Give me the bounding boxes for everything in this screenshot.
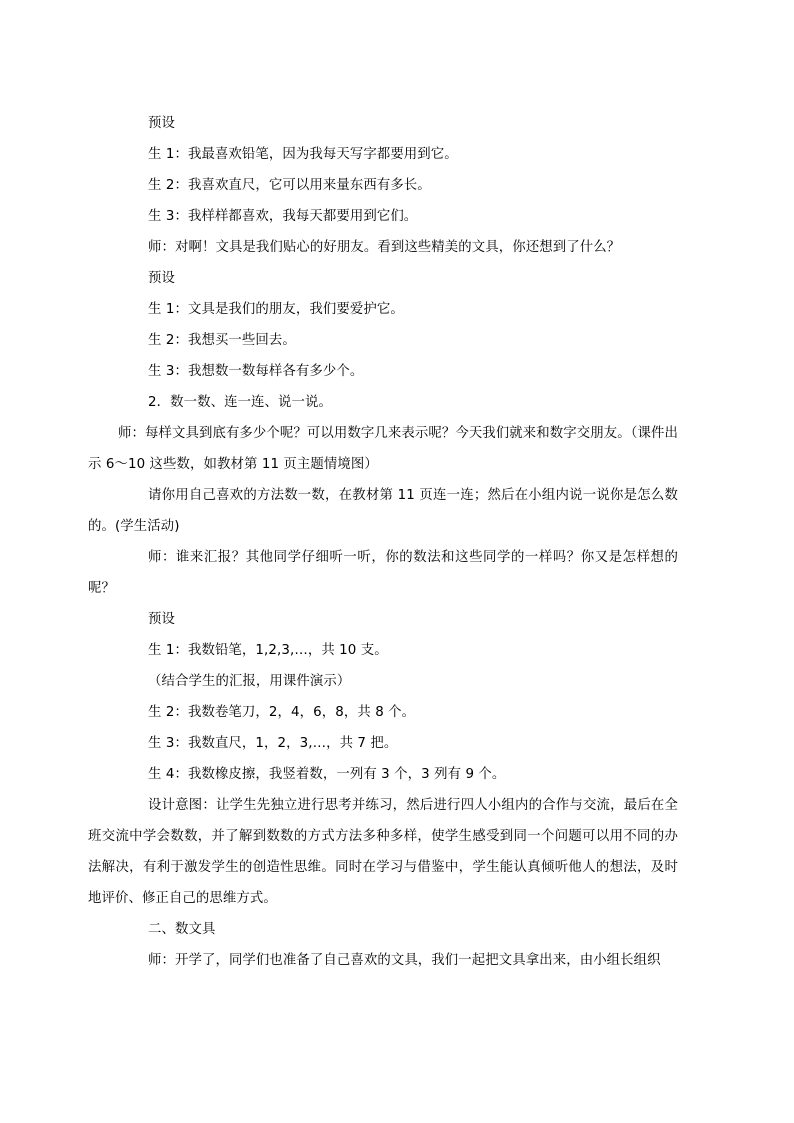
- courseware-note: （结合学生的汇报，用课件演示）: [148, 674, 351, 689]
- student-2-answer: 生 2：我数卷笔刀，2，4，6，8，共 8 个。: [148, 705, 416, 720]
- heading-preset: 预设: [148, 612, 175, 627]
- student-4-answer: 生 4：我数橡皮擦，我竖着数，一列有 3 个，3 列有 9 个。: [148, 767, 506, 782]
- student-1-answer: 生 1：我数铅笔，1,2,3,…，共 10 支。: [148, 643, 388, 658]
- student-2-answer: 生 2：我喜欢直尺，它可以用来量东西有多长。: [148, 178, 431, 193]
- heading-preset: 预设: [148, 116, 175, 131]
- teacher-line: 师：谁来汇报？其他同学仔细听一听，你的数法和这些同学的一样吗？你又是怎样想的呢？: [88, 550, 678, 596]
- student-1-answer: 生 1：我最喜欢铅笔，因为我每天写字都要用到它。: [148, 147, 458, 162]
- instruction-paragraph: 请你用自己喜欢的方法数一数，在教材第 11 页连一连；然后在小组内说一说你是怎么数的。(学生活动): [88, 488, 678, 534]
- teacher-line: 师：开学了，同学们也准备了自己喜欢的文具，我们一起把文具拿出来，由小组长组织: [148, 953, 661, 968]
- teacher-line: 师：每样文具到底有多少个呢？可以用数字几来表示呢？今天我们就来和数字交朋友。（课件出示 6～10 这些数，如教材第 11 页主题情境图）: [88, 426, 678, 472]
- student-3-answer: 生 3：我数直尺，1，2，3,…，共 7 把。: [148, 736, 398, 751]
- student-3-answer: 生 3：我样样都喜欢，我每天都要用到它们。: [148, 209, 418, 224]
- student-3-answer: 生 3：我想数一数每样各有多少个。: [148, 364, 364, 379]
- heading-preset: 预设: [148, 271, 175, 286]
- student-1-answer: 生 1：文具是我们的朋友，我们要爱护它。: [148, 302, 404, 317]
- section-step-2: 2．数一数、连一连、说一说。: [148, 395, 332, 410]
- teacher-line: 师：对啊！文具是我们贴心的好朋友。看到这些精美的文具，你还想到了什么？: [148, 240, 621, 255]
- section-heading: 二、数文具: [148, 922, 216, 937]
- document-body: [88, 108, 678, 976]
- student-2-answer: 生 2：我想买一些回去。: [148, 333, 296, 348]
- design-intent-paragraph: 设计意图：让学生先独立进行思考并练习，然后进行四人小组内的合作与交流，最后在全班交流中学会数数，并了解到数数的方式方法多种多样，使学生感受到同一个问题可以用不同的办法解决，有利于激发学生的创造性思维。同时在学习与借鉴中，学生能认真倾听他人的想法，及时地评价、修正自己的思维方式。: [88, 798, 678, 906]
